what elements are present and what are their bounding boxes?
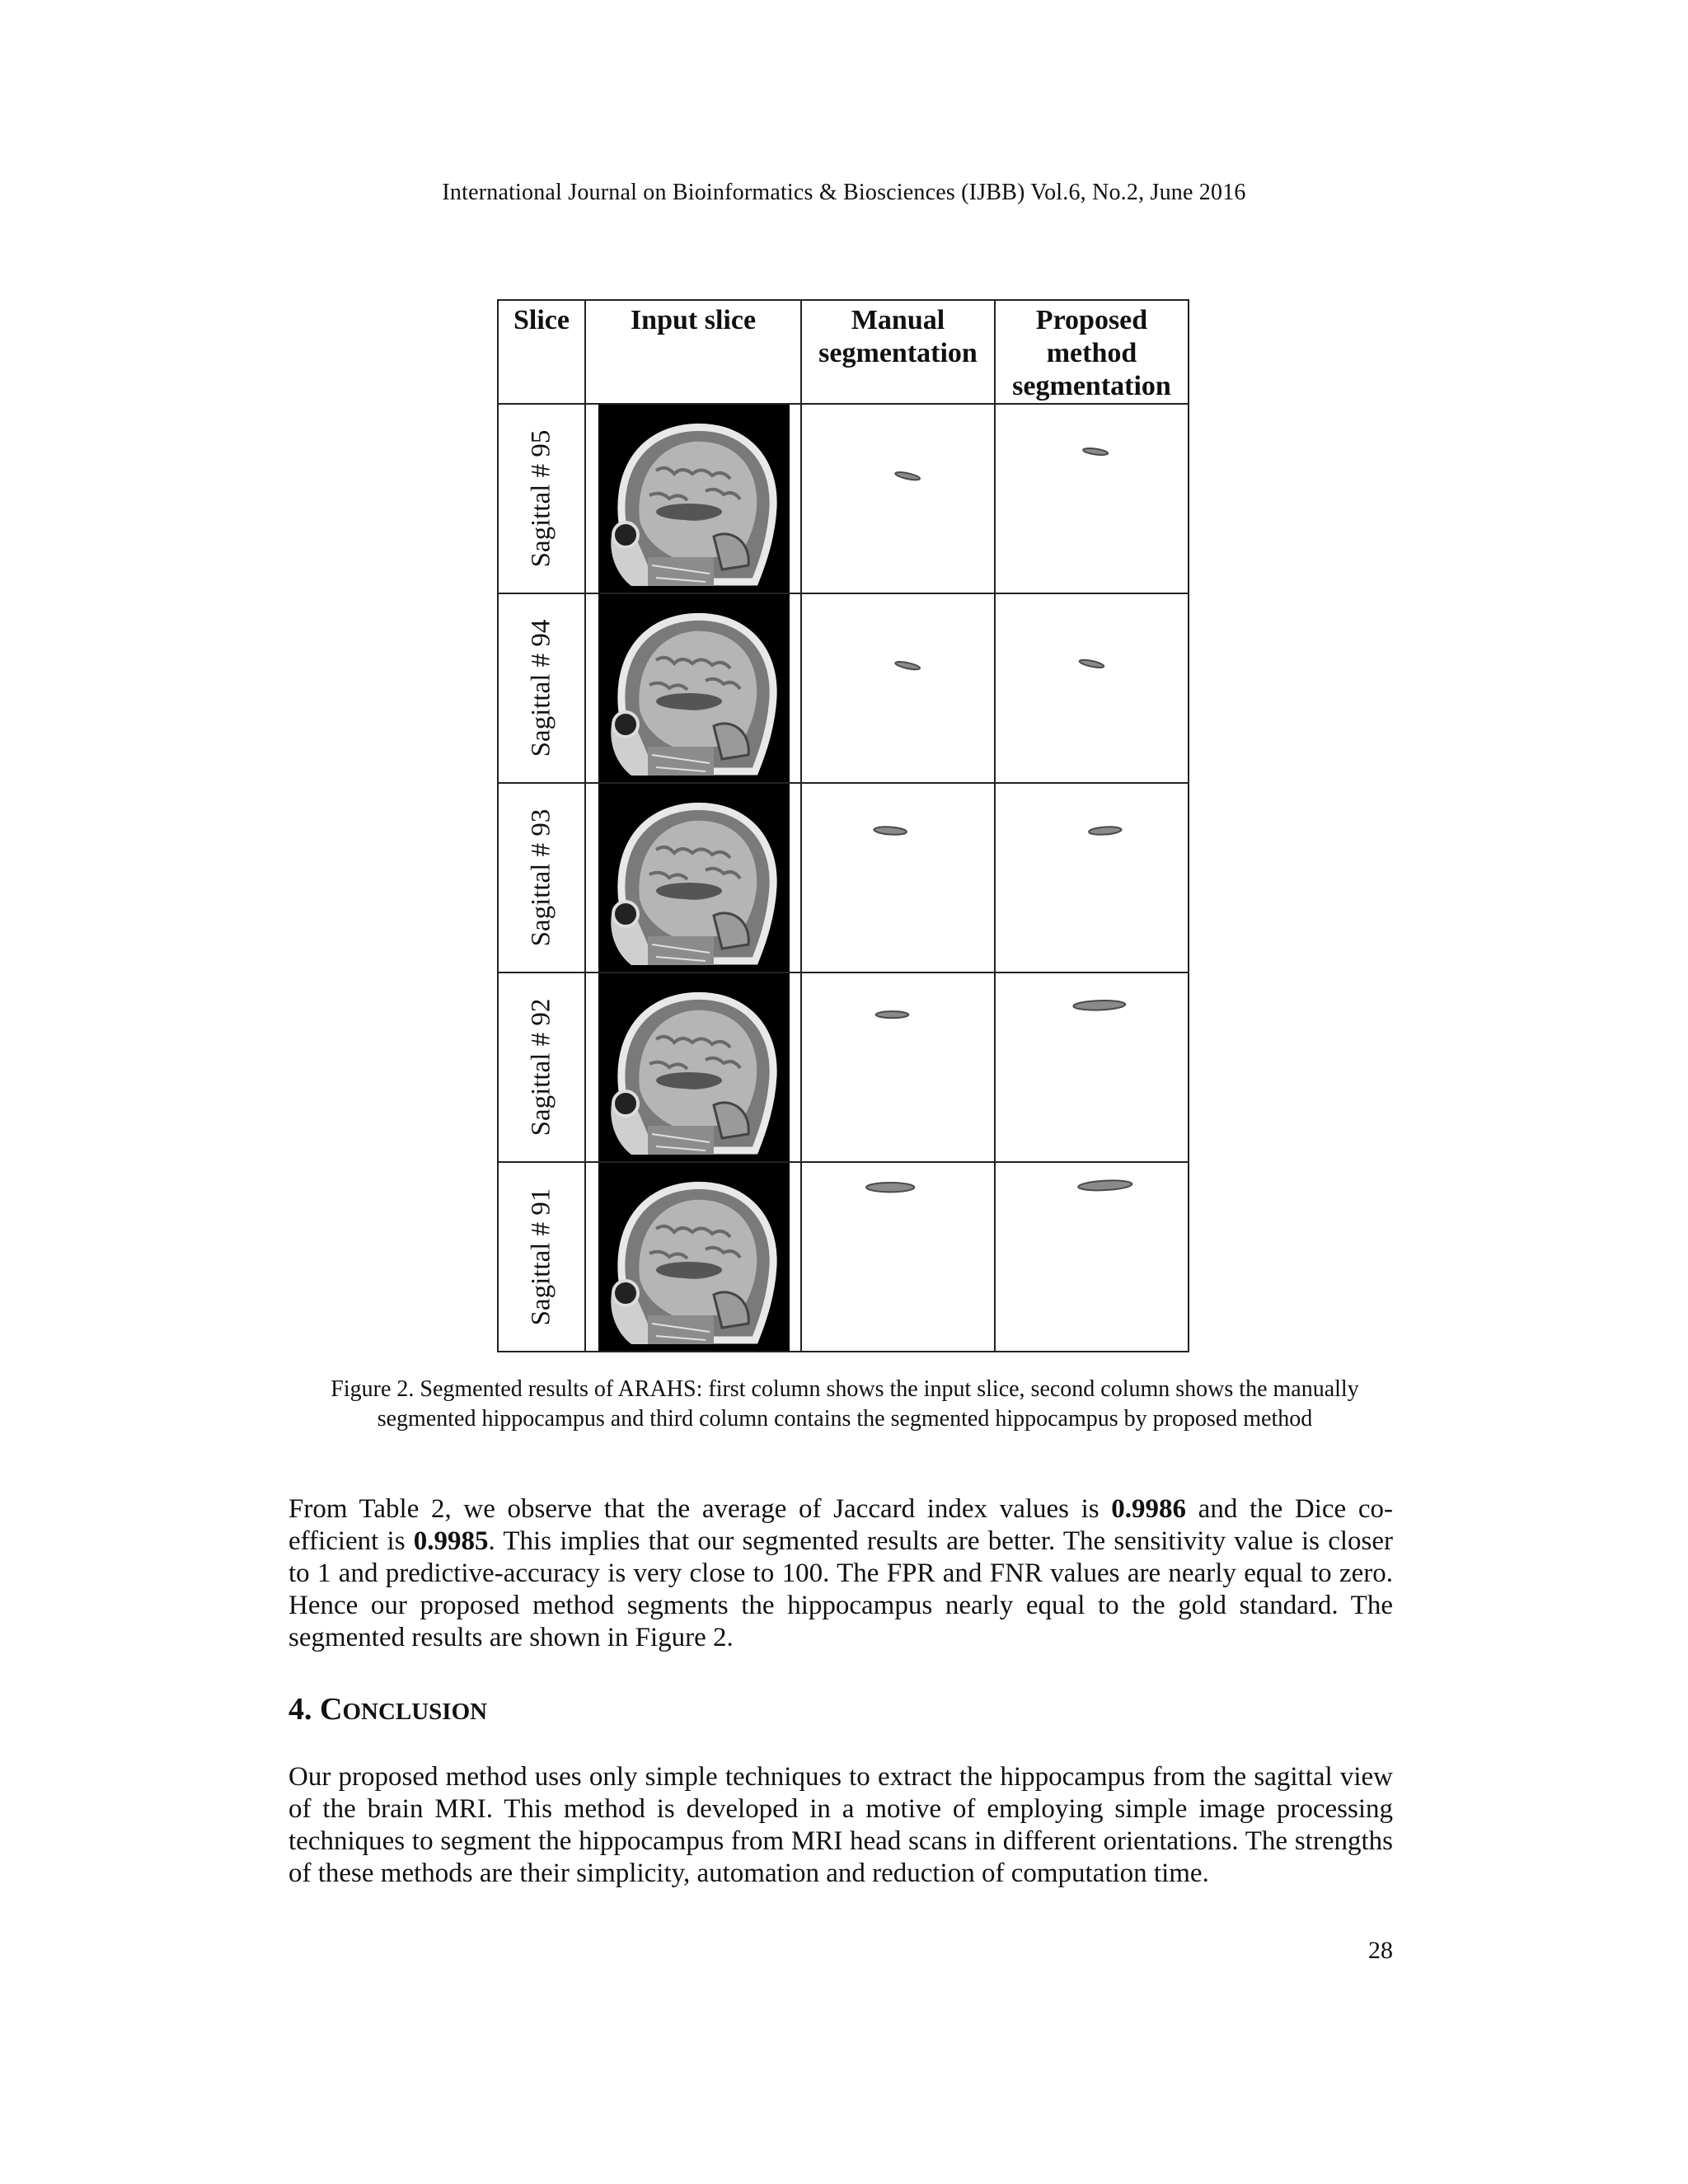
- page-number: 28: [1368, 1937, 1393, 1964]
- input-slice-cell: [585, 1162, 801, 1352]
- manual-segmentation-cell: [801, 404, 995, 593]
- col-header-manual: Manual segmentation: [801, 300, 995, 404]
- hippocampus-segment: [876, 1011, 909, 1018]
- hippocampus-segment: [1078, 1179, 1132, 1192]
- slice-label: Sagittal # 93: [526, 808, 556, 947]
- figure-2-table: [497, 299, 1189, 1352]
- running-header: International Journal on Bioinformatics & Biosciences (IJBB) Vol.6, No.2, June 2016: [442, 180, 1246, 205]
- hippocampus-segment: [1079, 658, 1104, 669]
- slice-label-cell: [498, 1162, 585, 1352]
- hippocampus-segment: [895, 660, 921, 671]
- hippocampus-segment: [1073, 1000, 1125, 1011]
- slice-label-cell: [498, 593, 585, 783]
- dice-value: 0.9985: [413, 1526, 489, 1556]
- slice-label-cell: [498, 404, 585, 593]
- manual-segmentation-cell: [801, 593, 995, 783]
- slice-label: Sagittal # 91: [526, 1188, 556, 1326]
- table-row: [498, 593, 1189, 783]
- slice-label: Sagittal # 92: [526, 998, 556, 1137]
- table-row: [498, 783, 1189, 972]
- slice-label-cell: [498, 783, 585, 972]
- slice-label: Sagittal # 94: [526, 619, 556, 757]
- table-header-row: [498, 300, 1189, 404]
- proposed-segmentation-cell: [995, 593, 1189, 783]
- section-heading-conclusion: 4. CONCLUSION: [288, 1692, 488, 1727]
- mri-sagittal-image: [598, 973, 790, 1161]
- input-slice-cell: [585, 972, 801, 1162]
- slice-label: Sagittal # 95: [526, 429, 556, 568]
- col-header-input: Input slice: [585, 300, 801, 404]
- mri-sagittal-image: [598, 405, 790, 593]
- hippocampus-segment: [874, 826, 907, 836]
- proposed-segmentation-cell: [995, 404, 1189, 593]
- table-row: [498, 404, 1189, 593]
- manual-segmentation-cell: [801, 972, 995, 1162]
- manual-segmentation-cell: [801, 1162, 995, 1352]
- manual-segmentation-cell: [801, 783, 995, 972]
- slice-label-cell: [498, 972, 585, 1162]
- figure-caption: Figure 2. Segmented results of ARAHS: first column shows the input slice, second column shows the manually segmented hippocampus and third column contains the segmented hippocampus by proposed method: [331, 1376, 1359, 1432]
- col-header-proposed: Proposed method segmentation: [995, 300, 1189, 404]
- input-slice-cell: [585, 783, 801, 972]
- hippocampus-segment: [895, 471, 921, 481]
- hippocampus-segment: [866, 1183, 914, 1192]
- paragraph-results: From Table 2, we observe that the average of Jaccard index values is 0.9986 and the Dice co-efficient is 0.9985. This implies that our segmented results are better. The sensitivity value is closer to 1 and predictive-accuracy is very close to 100. The FPR and FNR values are nearly equal to zero. Hence our proposed method segments the hippocampus nearly equal to the gold standard. The segmented results are shown in Figure 2.: [288, 1494, 1393, 1652]
- hippocampus-segment: [1089, 826, 1122, 836]
- proposed-segmentation-cell: [995, 972, 1189, 1162]
- hippocampus-segment: [1083, 448, 1109, 457]
- paragraph-conclusion: Our proposed method uses only simple techniques to extract the hippocampus from the sagittal view of the brain MRI. This method is developed in a motive of employing simple image processing techniques to segment the hippocampus from MRI head scans in different orientations. The strengths of these methods are their simplicity, automation and reduction of computation time.: [288, 1762, 1393, 1888]
- mri-sagittal-image: [598, 1163, 790, 1351]
- input-slice-cell: [585, 593, 801, 783]
- input-slice-cell: [585, 404, 801, 593]
- table-row: [498, 972, 1189, 1162]
- mri-sagittal-image: [598, 784, 790, 972]
- mri-sagittal-image: [598, 594, 790, 782]
- proposed-segmentation-cell: [995, 1162, 1189, 1352]
- col-header-slice: Slice: [498, 300, 585, 404]
- proposed-segmentation-cell: [995, 783, 1189, 972]
- table-row: [498, 1162, 1189, 1352]
- jaccard-value: 0.9986: [1111, 1494, 1187, 1524]
